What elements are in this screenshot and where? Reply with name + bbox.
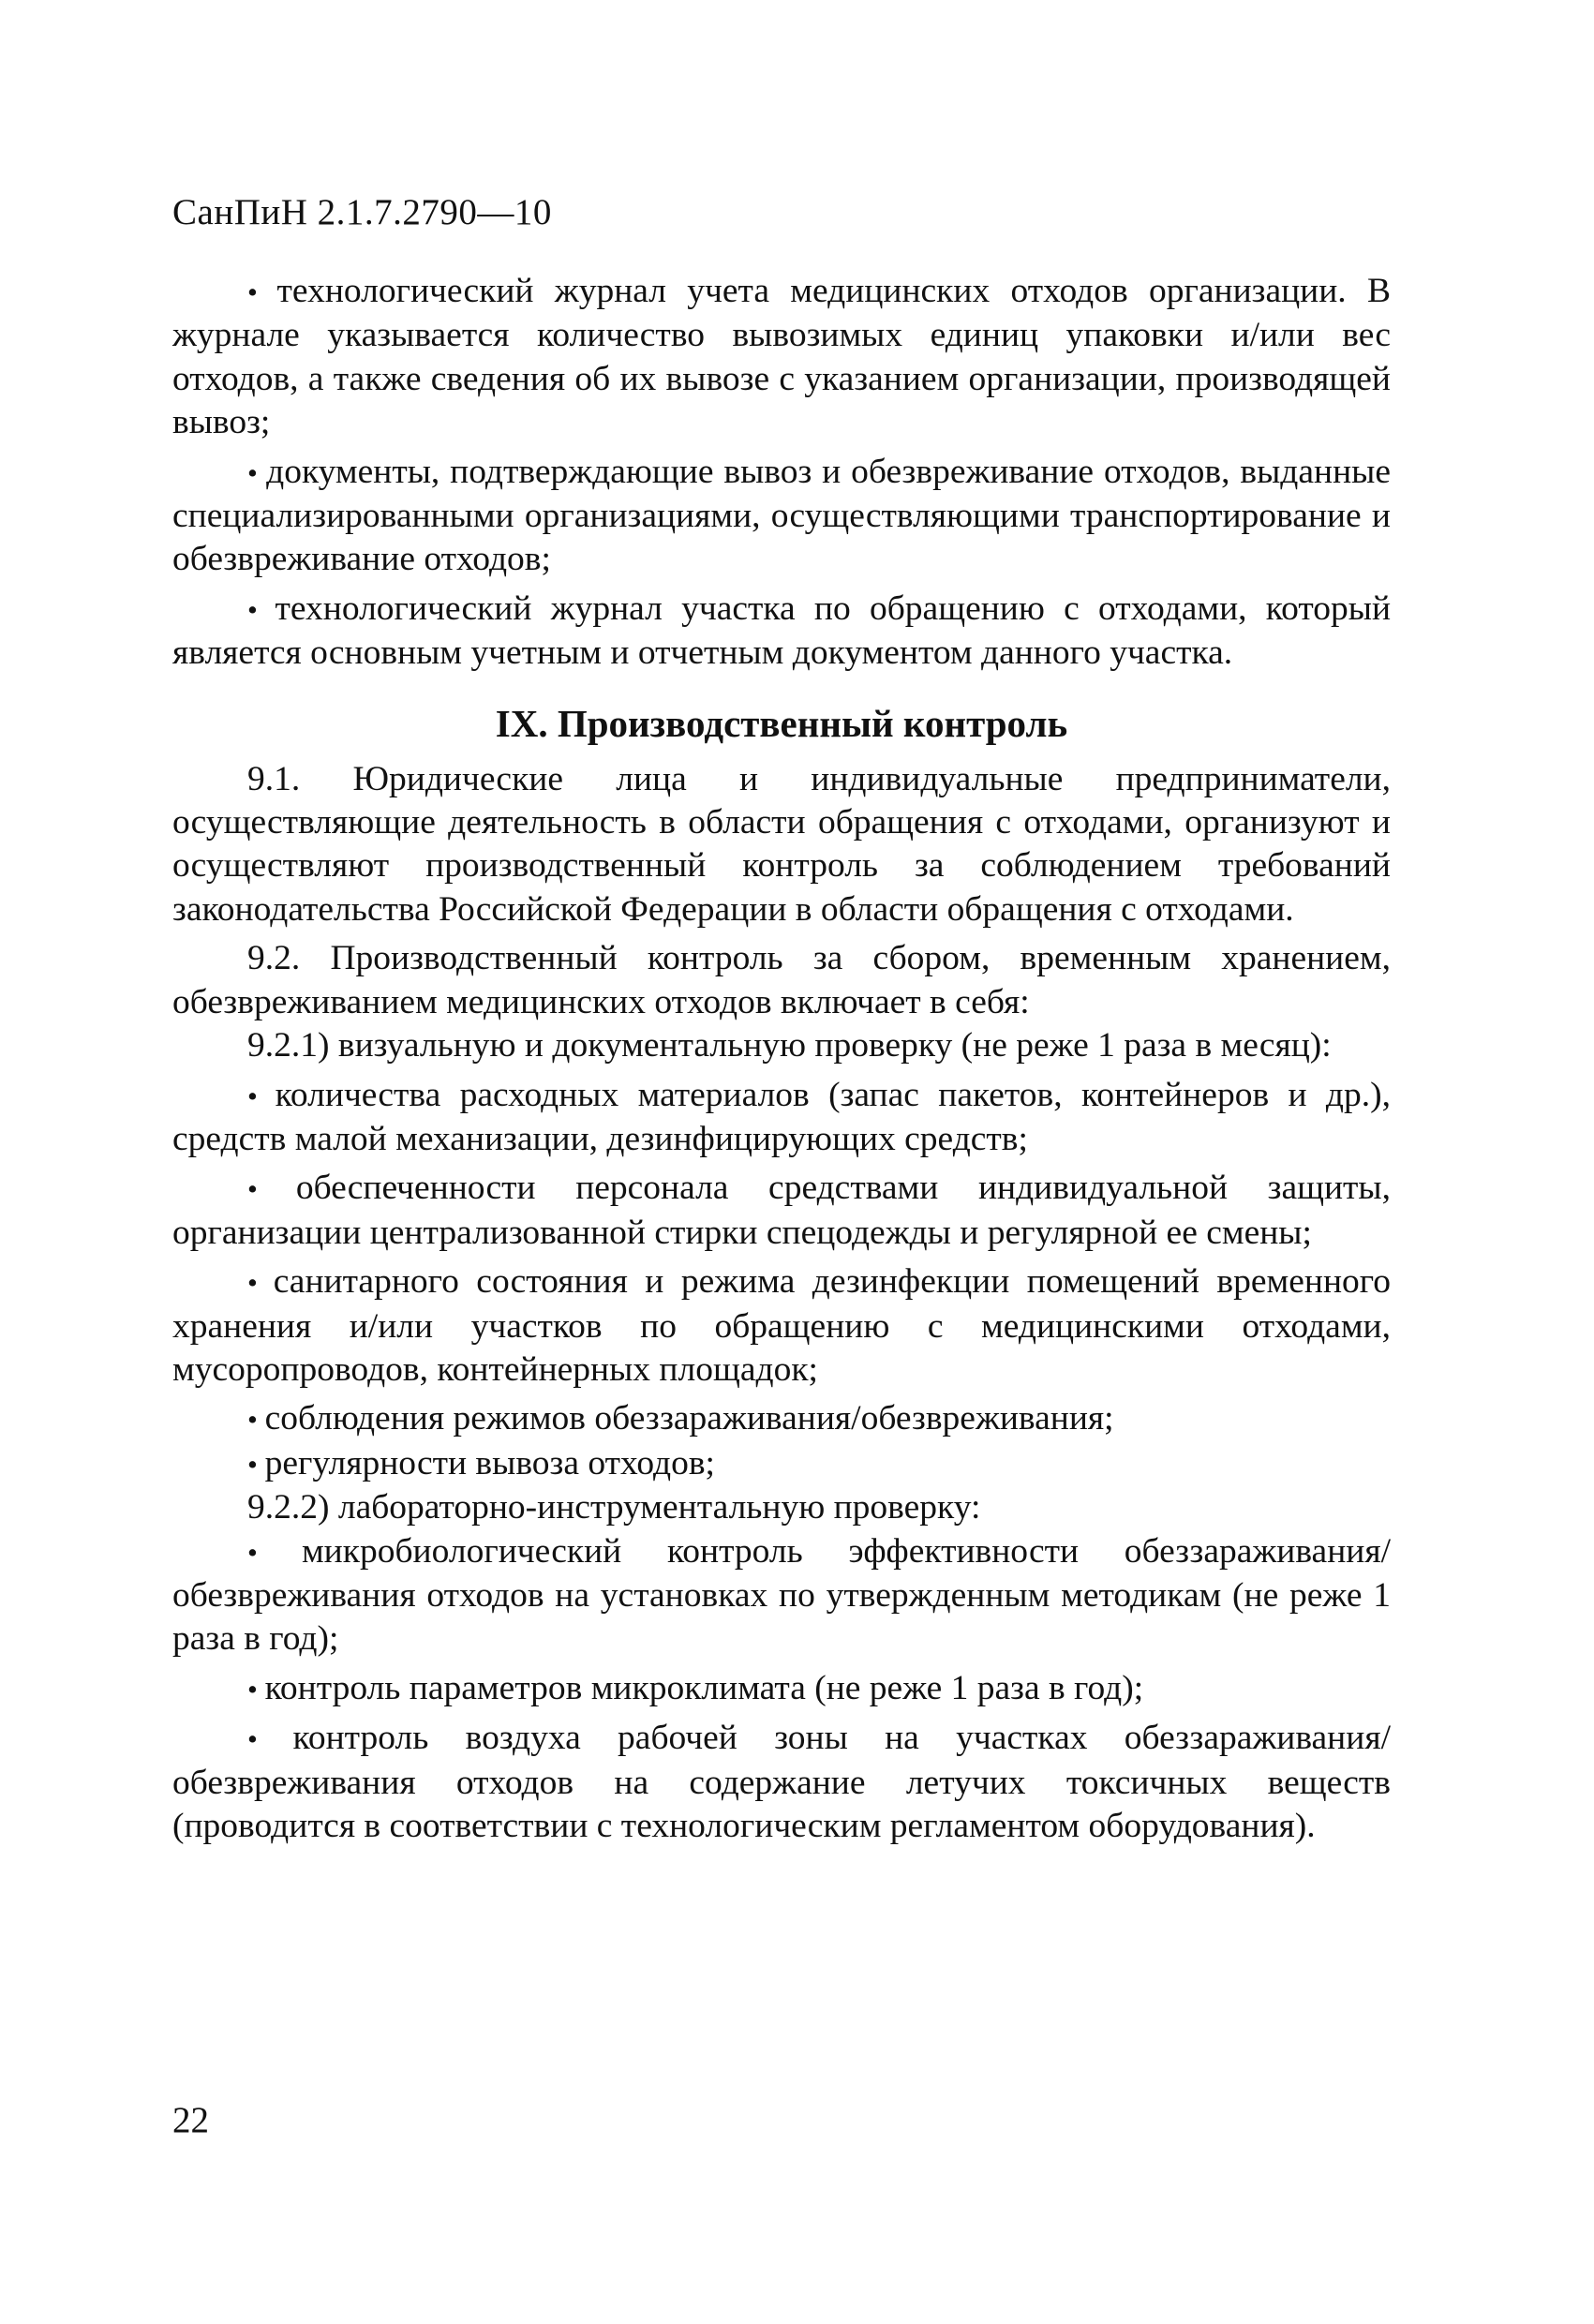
list-item: • регулярности вывоза отходов;: [172, 1442, 1391, 1486]
section-heading: IX. Производственный контроль: [495, 701, 1068, 745]
list-item: • документы, подтверждающие вывоз и обезвреживание отходов, выданные специализированными организациями, осуществляющими транспортирование и обезвреживание отходов;: [172, 451, 1391, 582]
page-number: 22: [172, 2100, 209, 2140]
list-item: • контроль параметров микроклимата (не реже 1 раза в год);: [172, 1667, 1391, 1711]
list-item: • контроль воздуха рабочей зоны на участках обеззараживания/обезвреживания отходов на содержание летучих токсичных веществ (проводится в соответствии с технологическим регламентом оборудования).: [172, 1717, 1391, 1848]
clause-9-1: 9.1. Юридические лица и индивидуальные предприниматели, осуществляющие деятельность в области обращения с отходами, организуют и осуществляют производственный контроль за соблюдением требований законодательства Российской Федерации в области обращения с отходами.: [172, 759, 1391, 929]
list-item: • обеспеченности персонала средствами индивидуальной защиты, организации централизованной стирки спецодежды и регулярной ее смены;: [172, 1167, 1391, 1255]
list-item: • соблюдения режимов обеззараживания/обезвреживания;: [172, 1397, 1391, 1441]
clause-9-2-1: 9.2.1) визуальную и документальную проверку (не реже 1 раза в месяц):: [247, 1026, 1332, 1065]
clause-9-2: 9.2. Производственный контроль за сбором, временным хранением, обезвреживанием медицинских отходов включает в себя:: [172, 939, 1391, 1021]
list-item: • технологический журнал учета медицинских отходов организации. В журнале указывается количество вывозимых единиц упаковки и/или вес отходов, а также сведения об их вывозе с указанием организации, производящей вывоз;: [172, 270, 1391, 445]
running-header: СанПиН 2.1.7.2790—10: [172, 192, 552, 232]
clause-9-2-2: 9.2.2) лабораторно-инструментальную проверку:: [247, 1488, 981, 1527]
list-item: • микробиологический контроль эффективности обеззараживания/обезвреживания отходов на установках по утвержденным методикам (не реже 1 раза в год);: [172, 1530, 1391, 1661]
list-item: • количества расходных материалов (запас пакетов, контейнеров и др.), средств малой механизации, дезинфицирующих средств;: [172, 1074, 1391, 1162]
page-body: [172, 270, 1391, 1848]
list-item: • технологический журнал участка по обращению с отходами, который является основным учетным и отчетным документом данного участка.: [172, 588, 1391, 676]
list-item: • санитарного состояния и режима дезинфекции помещений временного хранения и/или участков по обращению с медицинскими отходами, мусоропроводов, контейнерных площадок;: [172, 1260, 1391, 1392]
